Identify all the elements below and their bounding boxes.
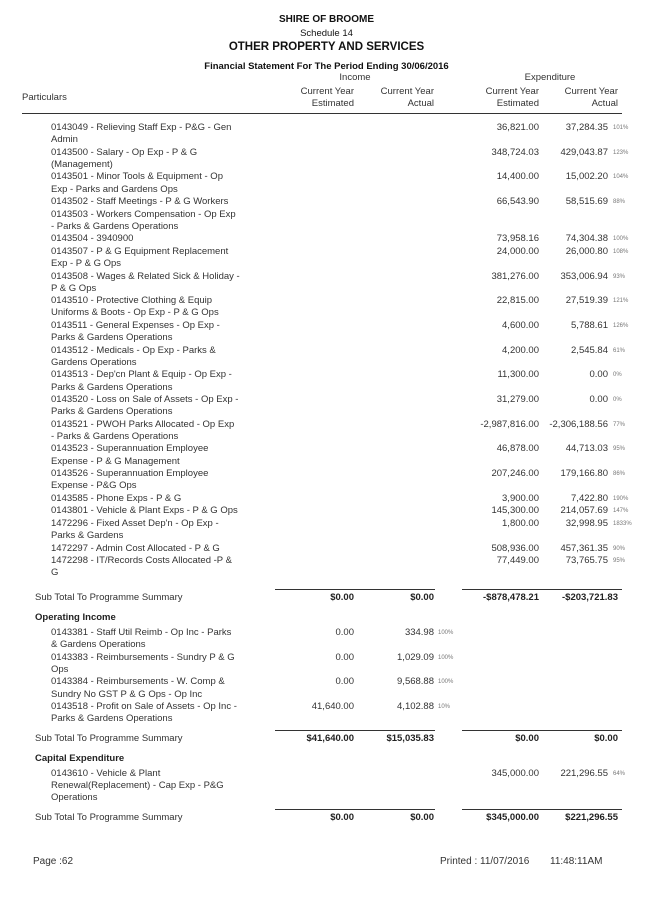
variance-percent: 100% bbox=[438, 679, 454, 686]
row-particulars bbox=[51, 555, 251, 579]
subtotal-expenditure-estimated: $0.00 bbox=[515, 733, 539, 744]
row-particulars-line: 0143502 - Staff Meetings - P & G Workers bbox=[51, 196, 229, 208]
row-particulars-line: 1472297 - Admin Cost Allocated - P & G bbox=[51, 542, 220, 554]
row-particulars-line: Parks & Gardens Operations bbox=[51, 332, 173, 344]
row-particulars-line: Admin bbox=[51, 134, 78, 146]
org-name: SHIRE OF BROOME bbox=[278, 14, 374, 25]
row-particulars bbox=[51, 147, 251, 171]
subtotal-label: Sub Total To Programme Summary bbox=[35, 592, 183, 603]
income-header: Income bbox=[339, 72, 371, 83]
row-particulars-line: - Parks & Gardens Operations bbox=[51, 220, 179, 232]
row-particulars-line: Parks & Gardens bbox=[51, 530, 124, 541]
variance-percent: 108% bbox=[613, 248, 629, 255]
expenditure-estimated: 24,000.00 bbox=[496, 245, 539, 257]
subtotal-label: Sub Total To Programme Summary bbox=[35, 733, 183, 744]
subtotal-income-estimated: $41,640.00 bbox=[306, 733, 354, 744]
row-particulars-line: 0143383 - Reimbursements - Sundry P & G bbox=[51, 651, 235, 663]
row-particulars-line: 0143511 - General Expenses - Op Exp - bbox=[51, 319, 220, 331]
expenditure-actual: 0.00 bbox=[589, 394, 608, 405]
subtotal-2-income-rule bbox=[275, 730, 435, 731]
variance-percent: 77% bbox=[613, 421, 626, 428]
variance-percent: 10% bbox=[438, 704, 451, 711]
row-particulars-line: Expense - P & G Management bbox=[51, 455, 180, 467]
row-particulars bbox=[51, 345, 251, 369]
income-actual-header: Current Year Actual bbox=[380, 86, 434, 109]
expenditure-actual: 2,545.84 bbox=[571, 344, 608, 356]
expenditure-actual: 457,361.35 bbox=[560, 542, 608, 554]
variance-percent: 121% bbox=[613, 298, 629, 305]
subtotal-2-expenditure-rule bbox=[462, 730, 622, 731]
expenditure-estimated: 348,724.03 bbox=[491, 146, 539, 158]
row-particulars-line: 0143520 - Loss on Sale of Assets - Op Exp - bbox=[51, 394, 239, 405]
variance-percent: 64% bbox=[613, 771, 626, 777]
row-particulars-line: Uniforms & Boots - Op Exp - P & G Ops bbox=[51, 307, 219, 319]
variance-percent: 61% bbox=[613, 347, 626, 354]
row-particulars-line: Exp - Parks and Gardens Ops bbox=[51, 183, 178, 195]
subtotal-income-actual: $15,035.83 bbox=[386, 733, 434, 744]
printed-time: 11:48:11AM bbox=[550, 856, 603, 867]
expenditure-estimated-header: Current Year Estimated bbox=[485, 86, 539, 109]
row-particulars-line: 0143049 - Relieving Staff Exp - P&G - Gen bbox=[51, 122, 232, 133]
variance-percent: 147% bbox=[613, 508, 629, 515]
expenditure-estimated: 77,449.00 bbox=[496, 555, 539, 566]
expenditure-header: Expenditure bbox=[524, 72, 576, 83]
row-particulars-line: 0143526 - Superannuation Employee bbox=[51, 468, 209, 480]
income-actual: 9,568.88 bbox=[397, 676, 434, 688]
row-particulars-line: 0143507 - P & G Equipment Replacement bbox=[51, 245, 229, 257]
expenditure-estimated: 22,815.00 bbox=[496, 295, 539, 307]
expenditure-actual: 58,515.69 bbox=[565, 196, 608, 208]
expenditure-estimated: 3,900.00 bbox=[502, 492, 539, 504]
subtotal-expenditure-actual: $221,296.55 bbox=[565, 812, 618, 823]
row-particulars-line: Operations bbox=[51, 792, 98, 804]
row-particulars bbox=[51, 171, 251, 195]
variance-percent: 126% bbox=[613, 322, 629, 329]
section-title-operating-income: Operating Income bbox=[35, 612, 116, 623]
expenditure-estimated: 1,800.00 bbox=[502, 517, 539, 529]
row-particulars bbox=[51, 652, 251, 676]
variance-percent: 104% bbox=[613, 174, 629, 181]
row-particulars-line: 0143513 - Dep'cn Plant & Equip - Op Exp - bbox=[51, 369, 232, 381]
variance-percent: 1833% bbox=[613, 520, 632, 527]
subtotal-expenditure-estimated: -$878,478.21 bbox=[483, 592, 539, 603]
row-particulars bbox=[51, 369, 251, 393]
subtotal-income-estimated: $0.00 bbox=[330, 592, 354, 603]
expenditure-actual-header: Current Year Actual bbox=[564, 86, 618, 109]
subtotal-expenditure-actual: $0.00 bbox=[594, 733, 618, 744]
expenditure-estimated: 4,200.00 bbox=[502, 344, 539, 356]
income-estimated-header: Current Year Estimated bbox=[300, 86, 354, 109]
income-actual: 334.98 bbox=[404, 627, 434, 638]
row-particulars-line: Parks & Gardens Operations bbox=[51, 406, 173, 418]
row-particulars bbox=[51, 518, 251, 542]
expenditure-actual: 32,998.95 bbox=[565, 517, 608, 529]
row-particulars-line: 0143518 - Profit on Sale of Assets - Op Inc - bbox=[51, 701, 237, 713]
row-particulars-line: 0143610 - Vehicle & Plant bbox=[51, 768, 161, 779]
expenditure-estimated: 207,246.00 bbox=[491, 468, 539, 480]
section-title-capital-expenditure: Capital Expenditure bbox=[35, 753, 125, 764]
row-particulars-line: - Parks & Gardens Operations bbox=[51, 430, 179, 442]
row-particulars-line: P & G Ops bbox=[51, 282, 97, 294]
row-particulars-line: 0143500 - Salary - Op Exp - P & G bbox=[51, 146, 198, 158]
expenditure-actual: 44,713.03 bbox=[565, 443, 608, 455]
row-particulars-line: Sundry No GST P & G Ops - Op Inc bbox=[51, 688, 203, 700]
row-particulars-line: 0143501 - Minor Tools & Equipment - Op bbox=[51, 171, 223, 183]
expenditure-actual: 7,422.80 bbox=[571, 492, 608, 504]
row-particulars-line: Renewal(Replacement) - Cap Exp - P&G bbox=[51, 780, 224, 792]
variance-percent: 95% bbox=[613, 446, 626, 453]
row-particulars bbox=[51, 627, 251, 651]
row-particulars-line: 0143508 - Wages & Related Sick & Holiday - bbox=[51, 270, 240, 282]
expenditure-actual: 179,166.80 bbox=[560, 468, 608, 480]
variance-percent: 0% bbox=[613, 397, 622, 403]
row-particulars bbox=[51, 468, 251, 492]
subtotal-label: Sub Total To Programme Summary bbox=[35, 812, 183, 823]
expenditure-actual: 26,000.80 bbox=[565, 245, 608, 257]
row-particulars-line: Gardens Operations bbox=[51, 356, 137, 368]
variance-percent: 101% bbox=[613, 125, 629, 131]
expenditure-estimated: 381,276.00 bbox=[491, 270, 539, 282]
row-particulars-line: 1472296 - Fixed Asset Dep'n - Op Exp - bbox=[51, 517, 219, 529]
row-particulars-line: Expense - P&G Ops bbox=[51, 480, 137, 492]
income-actual: 1,029.09 bbox=[397, 651, 434, 663]
subtotal-expenditure-estimated: $345,000.00 bbox=[486, 812, 539, 823]
row-particulars bbox=[51, 543, 251, 555]
expenditure-estimated: 36,821.00 bbox=[496, 122, 539, 133]
expenditure-actual: 0.00 bbox=[589, 369, 608, 381]
expenditure-estimated: -2,987,816.00 bbox=[480, 418, 539, 430]
expenditure-actual: 27,519.39 bbox=[565, 295, 608, 307]
row-particulars-line: 0143510 - Protective Clothing & Equip bbox=[51, 295, 213, 307]
variance-percent: 88% bbox=[613, 199, 626, 206]
printed-date: Printed : 11/07/2016 bbox=[440, 856, 530, 867]
row-particulars bbox=[51, 701, 251, 725]
expenditure-actual: 5,788.61 bbox=[571, 319, 608, 331]
subtotal-1-expenditure-rule bbox=[462, 589, 622, 590]
row-particulars bbox=[51, 443, 251, 467]
expenditure-actual: 73,765.75 bbox=[565, 555, 608, 566]
expenditure-estimated: 73,958.16 bbox=[496, 233, 539, 245]
row-particulars-line: 0143504 - 3940900 bbox=[51, 233, 134, 245]
row-particulars-line: Parks & Gardens Operations bbox=[51, 713, 173, 725]
row-particulars bbox=[51, 676, 251, 700]
variance-percent: 190% bbox=[613, 495, 629, 502]
variance-percent: 100% bbox=[613, 236, 629, 243]
row-particulars-line: & Gardens Operations bbox=[51, 639, 146, 651]
row-particulars-line: 1472298 - IT/Records Costs Allocated -P & bbox=[51, 555, 232, 566]
expenditure-estimated: 4,600.00 bbox=[502, 319, 539, 331]
row-particulars-line: 0143512 - Medicals - Op Exp - Parks & bbox=[51, 344, 216, 356]
page-number: Page :62 bbox=[33, 856, 74, 867]
row-particulars-line: 0143523 - Superannuation Employee bbox=[51, 443, 209, 455]
expenditure-actual: 214,057.69 bbox=[560, 505, 608, 517]
expenditure-actual: 429,043.87 bbox=[560, 146, 608, 158]
expenditure-actual: 37,284.35 bbox=[565, 122, 608, 133]
expenditure-estimated: 11,300.00 bbox=[497, 369, 539, 381]
expenditure-estimated: 14,400.00 bbox=[496, 171, 539, 183]
row-particulars bbox=[51, 295, 251, 319]
row-particulars bbox=[51, 246, 251, 270]
variance-percent: 86% bbox=[613, 471, 626, 478]
income-estimated: 0.00 bbox=[335, 627, 354, 638]
row-particulars bbox=[51, 394, 251, 418]
variance-percent: 95% bbox=[613, 558, 626, 564]
page-subtitle: Financial Statement For The Period Ending 30/06/2016 bbox=[204, 61, 449, 72]
expenditure-actual: -2,306,188.56 bbox=[549, 418, 608, 430]
variance-percent: 100% bbox=[438, 654, 454, 661]
header-divider bbox=[22, 113, 622, 114]
subtotal-income-actual: $0.00 bbox=[410, 812, 434, 823]
income-estimated: 0.00 bbox=[335, 676, 354, 688]
row-particulars-line: 0143503 - Workers Compensation - Op Exp bbox=[51, 208, 236, 220]
row-particulars-line: 0143381 - Staff Util Reimb - Op Inc - Parks bbox=[51, 627, 232, 638]
row-particulars bbox=[51, 233, 251, 245]
row-particulars-line: 0143585 - Phone Exps - P & G bbox=[51, 492, 182, 504]
row-particulars-line: Parks & Gardens Operations bbox=[51, 381, 173, 393]
expenditure-actual: 15,002.20 bbox=[565, 171, 608, 183]
expenditure-estimated: 31,279.00 bbox=[496, 394, 539, 405]
row-particulars bbox=[51, 122, 251, 146]
subtotal-expenditure-actual: -$203,721.83 bbox=[562, 592, 618, 603]
variance-percent: 90% bbox=[613, 545, 626, 552]
row-particulars bbox=[51, 768, 251, 805]
row-particulars bbox=[51, 505, 251, 517]
expenditure-actual: 221,296.55 bbox=[560, 768, 608, 779]
row-particulars-line: 0143801 - Vehicle & Plant Exps - P & G Ops bbox=[51, 505, 238, 517]
row-particulars-line: 0143384 - Reimbursements - W. Comp & bbox=[51, 676, 225, 688]
row-particulars-line: Exp - P & G Ops bbox=[51, 258, 122, 269]
expenditure-estimated: 46,878.00 bbox=[496, 443, 539, 455]
variance-percent: 123% bbox=[613, 149, 629, 156]
row-particulars bbox=[51, 419, 251, 443]
subtotal-3-income-rule bbox=[275, 809, 435, 810]
row-particulars bbox=[51, 196, 251, 208]
row-particulars-line: Ops bbox=[51, 663, 69, 675]
expenditure-actual: 353,006.94 bbox=[560, 270, 608, 282]
subtotal-1-income-rule bbox=[275, 589, 435, 590]
row-particulars-line: (Management) bbox=[51, 158, 113, 170]
subtotal-3-expenditure-rule bbox=[462, 809, 622, 810]
row-particulars bbox=[51, 493, 251, 505]
variance-percent: 100% bbox=[438, 630, 454, 636]
variance-percent: 0% bbox=[613, 372, 622, 379]
particulars-header: Particulars bbox=[22, 92, 67, 103]
row-particulars-line: 0143521 - PWOH Parks Allocated - Op Exp bbox=[51, 418, 235, 430]
row-particulars bbox=[51, 209, 251, 233]
income-actual: 4,102.88 bbox=[397, 701, 434, 713]
subtotal-income-estimated: $0.00 bbox=[330, 812, 354, 823]
expenditure-estimated: 145,300.00 bbox=[491, 505, 539, 517]
expenditure-estimated: 345,000.00 bbox=[491, 768, 539, 779]
income-estimated: 0.00 bbox=[335, 651, 354, 663]
expenditure-actual: 74,304.38 bbox=[565, 233, 608, 245]
schedule-label: Schedule 14 bbox=[300, 28, 353, 39]
expenditure-estimated: 508,936.00 bbox=[491, 542, 539, 554]
income-estimated: 41,640.00 bbox=[311, 701, 354, 713]
variance-percent: 93% bbox=[613, 273, 626, 280]
expenditure-estimated: 66,543.90 bbox=[496, 196, 539, 208]
page-title: OTHER PROPERTY AND SERVICES bbox=[228, 41, 425, 53]
subtotal-income-actual: $0.00 bbox=[410, 592, 434, 603]
row-particulars bbox=[51, 320, 251, 344]
row-particulars bbox=[51, 271, 251, 295]
row-particulars-line: G bbox=[51, 567, 59, 579]
